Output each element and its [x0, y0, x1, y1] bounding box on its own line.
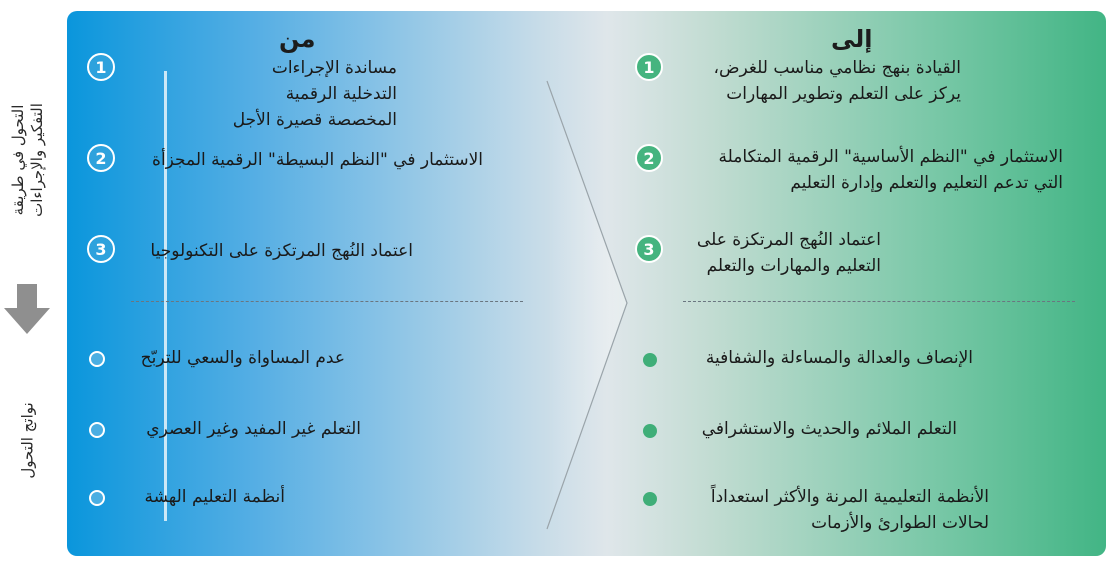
from-outcome-2: التعلم غير المفيد وغير العصري — [146, 419, 361, 439]
from-title: من — [279, 25, 316, 53]
to-item-3-line1: اعتماد النُهج المرتكزة على — [696, 230, 881, 250]
to-item-1-line1: القيادة بنهج نظامي مناسب للغرض، — [713, 58, 961, 78]
side-label-outcomes — [0, 350, 56, 530]
from-item-1-line2: المخصصة قصيرة الأجل — [232, 110, 397, 130]
to-number-badge-1: 1 — [635, 53, 663, 81]
to-outcome-2 — [671, 416, 957, 442]
comparison-panel — [67, 11, 1106, 556]
from-outcome-dot-1 — [89, 351, 105, 367]
from-outcome-1: عدم المساواة والسعي للتربّح — [140, 348, 345, 368]
to-outcome-1 — [671, 345, 973, 371]
from-item-1 — [217, 55, 397, 133]
to-divider — [683, 301, 1075, 302]
from-item-3-line1: اعتماد النُهج المرتكزة على التكنولوجيا — [150, 241, 413, 261]
from-number-badge-3: 3 — [87, 235, 115, 263]
from-number-badge-1: 1 — [87, 53, 115, 81]
from-outcome-dot-2 — [89, 422, 105, 438]
from-item-2 — [123, 147, 483, 173]
to-outcome-3-line1: الأنظمة التعليمية المرنة والأكثر استعداداً — [710, 487, 989, 507]
from-outcome-dot-3 — [89, 490, 105, 506]
to-item-1-line2: يركز على التعلم وتطوير المهارات — [726, 84, 961, 104]
to-number-badge-3: 3 — [635, 235, 663, 263]
to-outcome-dot-1 — [643, 353, 657, 367]
to-outcome-dot-2 — [643, 424, 657, 438]
to-outcome-3 — [671, 484, 989, 536]
to-outcome-3-line2: لحالات الطوارئ والأزمات — [811, 513, 989, 533]
from-divider — [131, 301, 523, 302]
to-title: إلى — [831, 25, 873, 53]
to-outcome-dot-3 — [643, 492, 657, 506]
to-item-1 — [671, 55, 961, 107]
side-label-top-line1: التحول في طريقة — [9, 104, 28, 216]
from-number-badge-2: 2 — [87, 144, 115, 172]
to-item-2-line2: التي تدعم التعليم والتعلم وإدارة التعليم — [790, 173, 1063, 193]
side-label-top-line2: التفكير والإجراءات — [28, 103, 47, 217]
to-item-3-line2: التعليم والمهارات والتعلم — [706, 256, 881, 276]
to-outcome-2-line1: التعلم الملائم والحديث والاستشرافي — [701, 419, 957, 439]
from-item-2-line1: الاستثمار في "النظم البسيطة" الرقمية المجزأة — [152, 150, 483, 170]
from-item-3 — [123, 238, 413, 264]
down-arrow-icon — [4, 284, 50, 334]
from-item-1-line1: مساندة الإجراءات التدخلية الرقمية — [271, 58, 397, 104]
to-number-badge-2: 2 — [635, 144, 663, 172]
side-label-transformation — [0, 60, 56, 260]
side-label-bottom-text: نواتج التحول — [18, 401, 37, 479]
from-outcome-3: أنظمة التعليم الهشة — [144, 487, 285, 507]
to-outcome-1-line1: الإنصاف والعدالة والمساءلة والشفافية — [705, 348, 973, 368]
to-item-2 — [671, 144, 1063, 196]
to-item-2-line1: الاستثمار في "النظم الأساسية" الرقمية المتكاملة — [718, 147, 1063, 167]
from-timeline — [164, 71, 167, 521]
to-item-3 — [671, 227, 881, 279]
